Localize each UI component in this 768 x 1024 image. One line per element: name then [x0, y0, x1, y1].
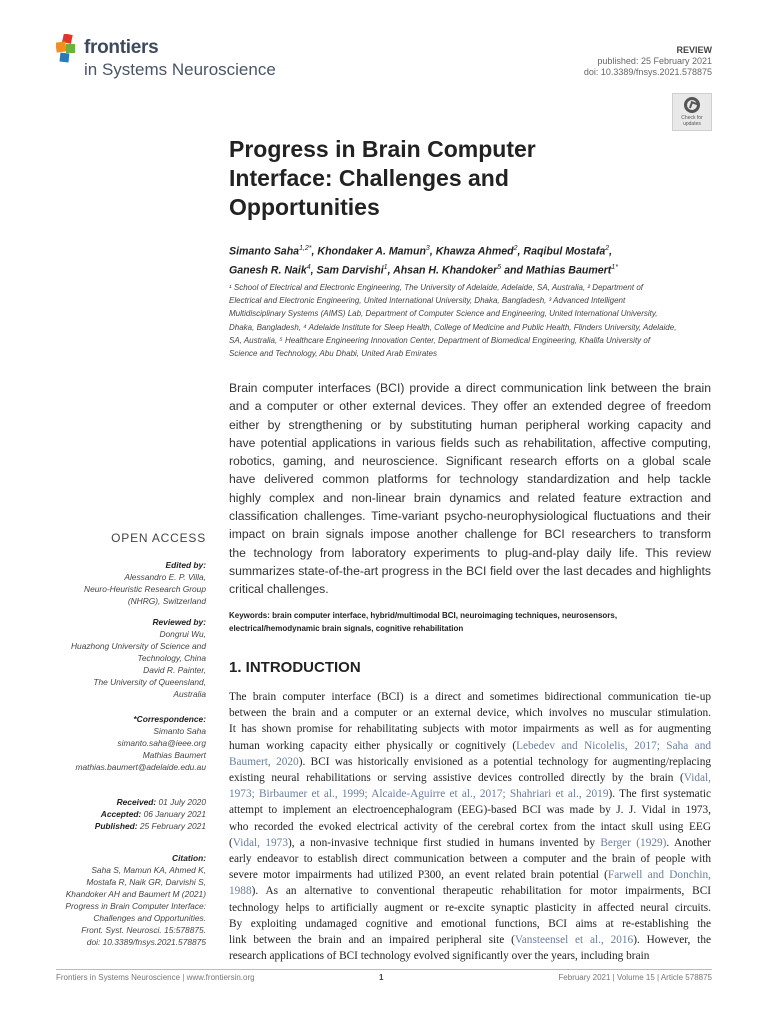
body-text: By exploiting undamaged cognitive and emotional functions, BCI aims at re-establishing the: [229, 917, 711, 930]
citation-line: Progress in Brain Computer Interface:: [65, 901, 206, 911]
keywords-line: electrical/hemodynamic brain signals, cognitive rehabilitation: [229, 623, 464, 633]
doi-link[interactable]: doi: 10.3389/fnsys.2021.578875: [583, 67, 712, 77]
abstract-line: and a computer or other external devices. They offer an extended degree of freedom: [229, 399, 711, 414]
body-text: early endeavor to establish direct communication between a computer and the brain of people with: [229, 853, 711, 866]
date-value: 01 July 2020: [158, 797, 206, 807]
author-affil-mark: 1,2*: [299, 245, 312, 252]
footer-divider: [56, 969, 712, 970]
author-name[interactable]: Mathias Baumert: [525, 264, 612, 277]
body-text: ). BCI was historically envisioned as a potential technology for augmenting/replacing: [298, 755, 711, 768]
journal-logo[interactable]: [56, 34, 296, 84]
reviewer-line: Technology, China: [137, 653, 206, 663]
citation-link[interactable]: Vidal,: [683, 772, 711, 785]
date-label: Published:: [94, 821, 138, 831]
body-line: [229, 754, 711, 770]
footer-issue-info: February 2021 | Volume 15 | Article 578875: [558, 973, 712, 982]
citation-link[interactable]: Vansteensel et al., 2016: [514, 934, 634, 947]
citation-block: [48, 852, 206, 948]
author-name[interactable]: Raqibul Mostafa: [523, 245, 606, 258]
citation-line: Khandoker AH and Baumert M (2021): [65, 889, 206, 899]
correspondent-name: Mathias Baumert: [142, 750, 206, 760]
date-label: Accepted:: [100, 809, 142, 819]
citation-link[interactable]: Baumert, 2020: [229, 755, 299, 768]
body-line: [229, 721, 711, 737]
body-line: [229, 786, 711, 802]
abstract-line: have potential applications in various fields such as rehabilitation, affective computing,: [229, 435, 711, 450]
date-value: 06 January 2021: [143, 809, 206, 819]
affiliation-line: ¹ School of Electrical and Electronic Engineering, The University of Adelaide, Adelaide, SA, Australia, ² Department of: [229, 283, 643, 292]
edited-by-label: Edited by:: [165, 560, 206, 570]
citation-link[interactable]: 1988: [229, 885, 252, 898]
citation-link[interactable]: Farwell and Donchin,: [607, 869, 711, 882]
abstract-line: either by strengthening or by substituting human peripheral working capacity and: [229, 417, 711, 432]
citation-line: Front. Syst. Neurosci. 15:578875.: [81, 925, 206, 935]
affiliation-line: Science and Technology, Abu Dhabi, United Arab Emirates: [229, 349, 437, 359]
body-line: [229, 916, 711, 932]
citation-line: Mostafa R, Naik GR, Darvishi S,: [86, 877, 206, 887]
body-text: ), a non-invasive technique first studied in humans invented by: [287, 836, 601, 849]
abstract-line: highly complex and non-linear brain dynamics and related feature extraction and: [229, 490, 711, 505]
author-line: Simanto Saha$^{1,2*}$, Khondaker A. Mamun$^3$, Khawza Ahmed$^2$, Raqibul Mostafa$^2$,: [229, 245, 613, 258]
body-line: [229, 932, 711, 948]
author-name[interactable]: Simanto Saha: [229, 245, 300, 258]
reviewed-by-label: Reviewed by:: [152, 617, 206, 627]
author-affil-mark: 2: [513, 245, 518, 252]
abstract-line: have delivered common platforms for technology standardization and help tackle: [229, 472, 711, 487]
abstract-line: impact on brain signals impose another challenge for BCI researchers to transform: [229, 527, 711, 542]
abstract-line: the technology from laboratory experiments to plug-and-play daily life. This review: [229, 545, 711, 560]
correspondence-block: [48, 713, 206, 773]
date-published: [48, 820, 206, 832]
body-text: . Another: [666, 836, 711, 849]
body-line: [229, 948, 711, 964]
citation-link[interactable]: Lebedev and Nicolelis, 2017; Saha and: [516, 739, 711, 752]
journal-name: in Systems Neuroscience: [84, 60, 276, 79]
author-line: Ganesh R. Naik$^4$, Sam Darvishi$^1$, Ahsan H. Khandoker$^5$ and Mathias Baumert$^{1*}$: [229, 263, 618, 277]
editor-line: Alessandro E. P. Villa,: [124, 572, 206, 582]
title-line: Progress in Brain Computer: [229, 136, 536, 162]
author-connector: and: [504, 264, 523, 277]
body-line: [229, 900, 711, 916]
correspondent-email[interactable]: mathias.baumert@adelaide.edu.au: [75, 762, 206, 772]
body-line: [229, 802, 711, 818]
body-line: [229, 689, 711, 705]
edited-by-block: [48, 559, 206, 607]
editor-line: Neuro-Heuristic Research Group: [84, 584, 206, 594]
reviewed-by-block: [48, 616, 206, 700]
article-type: REVIEW: [676, 45, 712, 55]
reviewer-line: Australia: [173, 689, 206, 699]
affiliation-line: Electrical and Electronic Engineering, United International University, Dhaka, Bangladesh, ³ Advanced Intelligent: [229, 296, 626, 306]
correspondence-label: *Correspondence:: [133, 714, 206, 724]
author-affil-mark: 1*: [611, 263, 618, 271]
body-text: It has shown promise for rehabilitating subjects with motor impairments as well as for augmenting: [229, 723, 711, 736]
body-text: ). The first systematic: [608, 788, 711, 801]
author-name[interactable]: Ahsan H. Khandoker: [393, 264, 498, 277]
citation-line: Challenges and Opportunities.: [93, 913, 206, 923]
author-affil-mark: 3: [425, 245, 430, 252]
body-text: technology helps to artificially augment or re-excite synaptic plasticity in affected neural circuits.: [229, 901, 711, 914]
author-list: [229, 241, 719, 278]
keywords-label: Keywords:: [229, 611, 270, 620]
brand-name: frontiers: [84, 37, 159, 58]
page-number: 1: [379, 973, 384, 982]
reviewer-line: David R. Painter,: [143, 665, 206, 675]
article-title: [229, 135, 659, 222]
body-line: [229, 867, 711, 883]
dates-block: [48, 796, 206, 832]
abstract-line: Brain computer interfaces (BCI) provide a direct communication link between the brain: [229, 381, 711, 395]
body-line: [229, 738, 711, 754]
title-line: Opportunities: [229, 194, 380, 220]
body-text: severe motor impairments had utilized P300, an event related brain potential (: [229, 869, 608, 882]
body-text: existing neural rehabilitations or serving assistive devices controlled directly by the brain (: [229, 772, 684, 785]
author-name[interactable]: Khondaker A. Mamun: [317, 245, 426, 258]
abstract-line: robotics, gaming, and neuroscience. Significant research efforts on a global scale: [229, 454, 711, 469]
citation-link[interactable]: Vidal, 1973: [232, 836, 288, 849]
affiliation-line: SA, Australia, ⁵ Healthcare Engineering Innovation Center, Department of Biomedical Engineering, Khalifa University of: [229, 335, 651, 345]
citation-label: Citation:: [172, 853, 206, 863]
correspondent-name: Simanto Saha: [153, 726, 206, 736]
body-text: ). As an alternative to conventional therapeutic rehabilitation for motor impairments, BCI: [251, 885, 711, 898]
body-text: (: [229, 836, 233, 849]
date-value: 25 February 2021: [139, 821, 206, 831]
abstract-line: classification challenges. Time-variant psycho-neurophysiological fluctuations and their: [229, 509, 711, 524]
body-text: attempt to implement an electroencephalogram (EEG)-based BCI was made by J. J. Vidal in 1973,: [229, 804, 711, 817]
reviewer-line: Dongrui Wu,: [159, 629, 206, 639]
citation-link[interactable]: 1973; Birbaumer et al., 1999; Alcaide-Aguirre et al., 2017; Shahriari et al., 2019: [229, 788, 609, 801]
body-line: [229, 819, 711, 835]
author-name[interactable]: Khawza Ahmed: [435, 245, 514, 258]
body-text: research applications of BCI technology evolved significantly over the years, including brain: [229, 950, 650, 963]
body-line: [229, 883, 711, 899]
editor-line: (NHRG), Switzerland: [127, 596, 206, 606]
author-affil-mark: 2: [605, 245, 610, 252]
author-affil-mark: 5: [497, 263, 502, 271]
affiliations: [229, 281, 713, 360]
footer-journal-link[interactable]: Frontiers in Systems Neuroscience | www.frontiersin.org: [56, 973, 255, 982]
title-line: Interface: Challenges and: [229, 165, 509, 191]
date-label: Received:: [116, 797, 157, 807]
citation-doi[interactable]: doi: 10.3389/fnsys.2021.578875: [86, 937, 206, 947]
keywords-line: brain computer interface, hybrid/multimodal BCI, neuroimaging techniques, neurosensors,: [272, 611, 618, 620]
body-text: who recorded the evoked electrical activity of the cerebral cortex from the intact skull using EEG: [229, 820, 711, 833]
check-updates-label: Check for updates: [681, 115, 703, 127]
date-accepted: [48, 808, 206, 820]
citation-line: Saha S, Mamun KA, Ahmed K,: [91, 865, 206, 875]
affiliation-line: Multidisciplinary Systems (AIMS) Lab, Department of Computer Science and Engineering, United International University,: [229, 309, 658, 319]
author-name[interactable]: Sam Darvishi: [316, 264, 384, 277]
article-meta: [584, 45, 712, 78]
section-heading: 1. INTRODUCTION: [229, 659, 361, 676]
check-for-updates-button[interactable]: [672, 93, 712, 131]
open-access-label: OPEN ACCESS: [111, 531, 206, 545]
body-text: between the brain and a computer or an external device, which involves no muscular stimulation.: [229, 707, 711, 720]
abstract-line: summarizes state-of-the-art progress in the BCI field over the last decades and highlights: [229, 563, 711, 578]
affiliation-line: Dhaka, Bangladesh, ⁴ Adelaide Institute for Sleep Health, College of Medicine and Public Health, Flinders University, Adelaide,: [229, 322, 677, 332]
body-text: ). However, the: [633, 934, 711, 947]
reviewer-line: Huazhong University of Science and: [70, 641, 206, 651]
abstract: [229, 379, 711, 599]
frontiers-logo-icon: [56, 34, 82, 64]
check-updates-icon: [684, 97, 700, 113]
date-received: [48, 796, 206, 808]
correspondent-email[interactable]: simanto.saha@ieee.org: [117, 738, 206, 748]
body-text: The brain computer interface (BCI) is a direct and sometimes bidirectional communication tie-up: [229, 691, 711, 703]
published-date: published: 25 February 2021: [597, 56, 712, 66]
body-text: link between the brain and an impaired peripheral site (: [229, 934, 515, 947]
author-name[interactable]: Ganesh R. Naik: [229, 264, 307, 277]
intro-body: [229, 689, 711, 964]
keywords: [229, 610, 713, 635]
abstract-line: critical challenges.: [229, 582, 329, 597]
body-line: [229, 770, 711, 786]
citation-link[interactable]: Berger (1929): [600, 836, 667, 849]
reviewer-line: The University of Queensland,: [93, 677, 206, 687]
body-text: human working capacity either physically or cognitively (: [229, 739, 517, 752]
author-affil-mark: 4: [306, 263, 311, 271]
body-line: [229, 705, 711, 721]
author-affil-mark: 1: [383, 263, 388, 271]
body-line: [229, 851, 711, 867]
body-line: [229, 835, 711, 851]
